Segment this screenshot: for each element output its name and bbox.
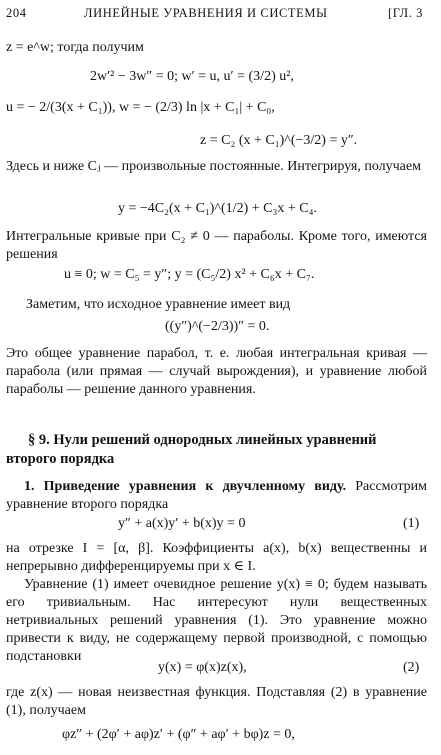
page-number: 204 (6, 6, 27, 20)
running-title: ЛИНЕЙНЫЕ УРАВНЕНИЯ И СИСТЕМЫ (84, 6, 328, 20)
paragraph: Уравнение (1) имеет очевидное решение y(x) ≡ 0; будем называть его тривиальным. Нас интересуют нули вещественных нетривиальных решений уравнения (1). Это уравнение можно привести к виду, не содержащему первой производной, с помощью подстановки (6, 577, 427, 664)
paragraph-text: Рассмотрим уравнение второго порядка (6, 479, 427, 512)
equation: u ≡ 0; w = C₅ = y″; y = (C₅/2) x² + C₆x + C₇. (64, 267, 315, 282)
paragraph: Заметим, что исходное уравнение имеет вид (26, 297, 291, 312)
paragraph: Интегральные кривые при C₂ ≠ 0 — параболы. Кроме того, имеются решения (6, 229, 427, 262)
paragraph: Это общее уравнение парабол, т. е. любая интегральная кривая — парабола (или прямая — случай вырождения), и уравнение любой параболы — решение данного уравнения. (6, 346, 427, 397)
section-title-continued: второго порядка (6, 451, 115, 467)
paragraph: Здесь и ниже Cⱼ — произвольные постоянные. Интегрируя, получаем (6, 159, 421, 174)
paragraph (6, 478, 427, 514)
equation: u = − 2/(3(x + C₁)), w = − (2/3) ln |x + C₁| + C₀, (6, 100, 275, 115)
equation: φz″ + (2φ′ + aφ)z′ + (φ″ + aφ′ + bφ)z = 0, (62, 727, 295, 742)
equation-number: (1) (403, 516, 420, 531)
paragraph: на отрезке I = [α, β]. Коэффициенты a(x), b(x) вещественны и непрерывно дифференцируемы при x ∈ I. (6, 541, 427, 574)
subsection-heading: 1. Приведение уравнения к двучленному виду. (24, 479, 347, 494)
equation-number: (2) (403, 660, 420, 675)
equation: y″ + a(x)y′ + b(x)y = 0 (118, 516, 246, 531)
section-title: § 9. Нули решений однородных линейных уравнений (28, 432, 377, 448)
equation: y = −4C₂(x + C₁)^(1/2) + C₃x + C₄. (118, 201, 317, 216)
equation: ((y″)^(−2/3))″ = 0. (165, 319, 270, 334)
chapter-label: [ГЛ. 3 (388, 6, 424, 20)
equation: z = C₂ (x + C₁)^(−3/2) = y″. (200, 133, 358, 148)
paragraph: где z(x) — новая неизвестная функция. Подставляя (2) в уравнение (1), получаем (6, 685, 427, 718)
equation: 2w′² − 3w″ = 0; w′ = u, u′ = (3/2) u², (90, 69, 294, 84)
equation: y(x) = φ(x)z(x), (158, 660, 247, 675)
intro-line: z = e^w; тогда получим (6, 40, 144, 55)
